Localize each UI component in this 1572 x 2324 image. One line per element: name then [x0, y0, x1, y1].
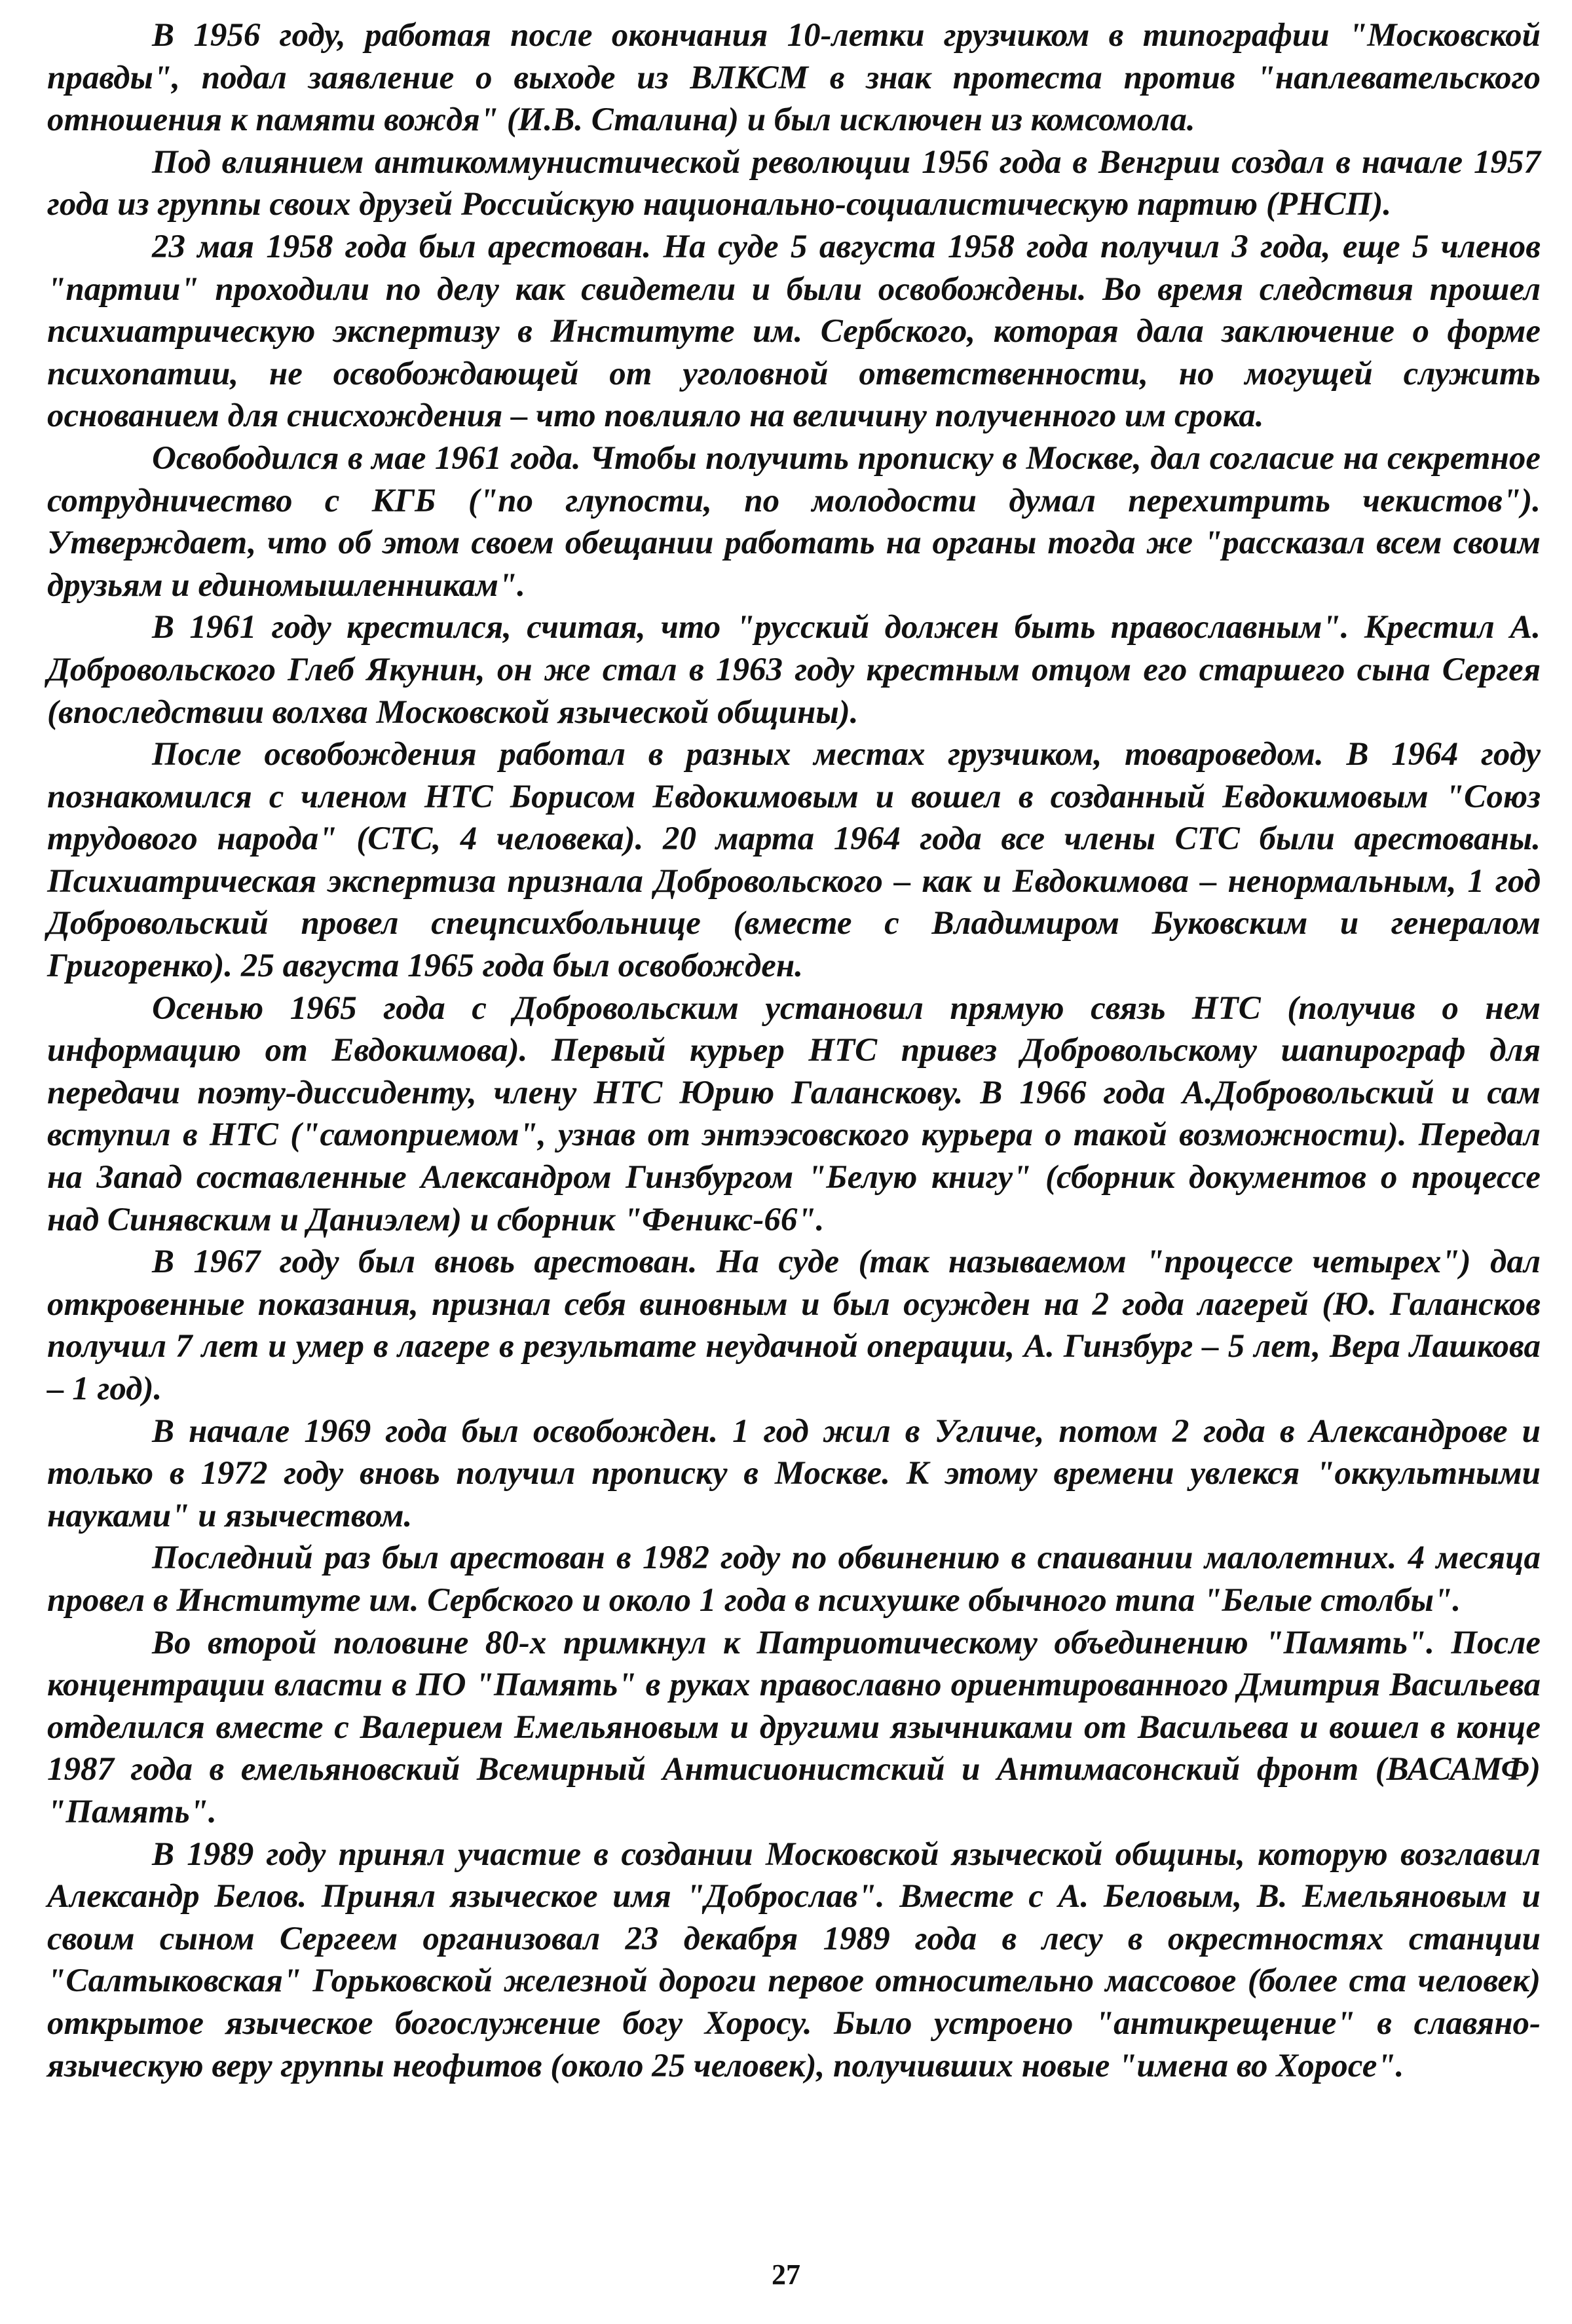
paragraph-1989-community: В 1989 году принял участие в создании Московской языческой общины, которую возглавил Александр Белов. Принял языческое имя "Доброслав". Вместе с А. Беловым, В. Емельяновым и своим сыном Сергеем организовал 23 декабря 1989 года в лесу в окрестностях станции "Салтыковская" Горьковской железной дороги первое относительно массовое (более ста человек) открытое языческое богослужение богу Хоросу. Было устроено "антикрещение" в славяно-языческую веру группы неофитов (около 25 человек), получивших новые "имена во Хоросе".: [47, 1835, 1541, 2084]
document-body: [47, 14, 1541, 2087]
paragraph-1967-arrest: В 1967 году был вновь арестован. На суде (так называемом "процессе четырех") дал откровенные показания, признал себя виновным и был осужден на 2 года лагерей (Ю. Галансков получил 7 лет и умер в лагере в результате неудачной операции, А. Гинзбург – 5 лет, Вера Лашкова – 1 год).: [47, 1244, 1541, 1407]
paragraph-1964-sts: После освобождения работал в разных местах грузчиком, товароведом. В 1964 году познакомился с членом НТС Борисом Евдокимовым и вошел в созданный Евдокимовым "Союз трудового народа" (СТС, 4 человека). 20 марта 1964 года все члены СТС были арестованы. Психиатрическая экспертиза признала Добровольского – как и Евдокимова – ненормальным, 1 год Добровольский провел спецпсихбольнице (вместе с Владимиром Буковским и генералом Григоренко). 25 августа 1965 года был освобожден.: [47, 736, 1541, 985]
paragraph-1982-arrest: Последний раз был арестован в 1982 году по обвинению в спаивании малолетних. 4 месяца провел в Институте им. Сербского и около 1 года в психушке обычного типа "Белые столбы".: [47, 1540, 1541, 1619]
paragraph-1965-nts: Осенью 1965 года с Добровольским установил прямую связь НТС (получив о нем информацию от Евдокимова). Первый курьер НТС привез Добровольскому шапирограф для передачи поэту-диссиденту, члену НТС Юрию Галанскову. В 1966 года А.Добровольский и сам вступил в НТС ("самоприемом", узнав от энтээсовского курьера о такой возможности). Передал на Запад составленные Александром Гинзбургом "Белую книгу" (сборник документов о процессе над Синявским и Даниэлем) и сборник "Феникс-66".: [47, 989, 1541, 1238]
paragraph-1956-komsomol: В 1956 году, работая после окончания 10-летки грузчиком в типографии "Московской правды", подал заявление о выходе из ВЛКСМ в знак протеста против "наплевательского отношения к памяти вождя" (И.В. Сталина) и был исключен из комсомола.: [47, 17, 1541, 139]
paragraph-1961-baptism: В 1961 году крестился, считая, что "русский должен быть православным". Крестил А. Добровольского Глеб Якунин, он же стал в 1963 году крестным отцом его старшего сына Сергея (впоследствии волхва Московской языческой общины).: [47, 609, 1541, 731]
page-number: 27: [772, 2259, 800, 2291]
paragraph-1961-release: Освободился в мае 1961 года. Чтобы получить прописку в Москве, дал согласие на секретное сотрудничество с КГБ ("по глупости, по молодости думал перехитрить чекистов"). Утверждает, что об этом своем обещании работать на органы тогда же "рассказал всем своим друзьям и единомышленникам".: [47, 439, 1541, 604]
paragraph-1957-rnsp: Под влиянием антикоммунистической революции 1956 года в Венгрии создал в начале 1957 года из группы своих друзей Российскую национально-социалистическую партию (РНСП).: [47, 143, 1541, 223]
paragraph-pamyat: Во второй половине 80-х примкнул к Патриотическому объединению "Память". После концентрации власти в ПО "Память" в руках православно ориентированного Дмитрия Васильева отделился вместе с Валерием Емельяновым и другими язычниками от Васильева и вошел в конце 1987 года в емельяновский Всемирный Антисионистский и Антимасонский фронт (ВАСАМФ) "Память".: [47, 1624, 1541, 1830]
paragraph-1969-release: В начале 1969 года был освобожден. 1 год жил в Угличе, потом 2 года в Александрове и только в 1972 году вновь получил прописку в Москве. К этому времени увлекся "оккультными науками" и язычеством.: [47, 1412, 1541, 1534]
paragraph-1958-arrest: 23 мая 1958 года был арестован. На суде 5 августа 1958 года получил 3 года, еще 5 членов "партии" проходили по делу как свидетели и были освобождены. Во время следствия прошел психиатрическую экспертизу в Институте им. Сербского, которая дала заключение о форме психопатии, не освобождающей от уголовной ответственности, но могущей служить основанием для снисхождения – что повлияло на величину полученного им срока.: [47, 228, 1541, 435]
